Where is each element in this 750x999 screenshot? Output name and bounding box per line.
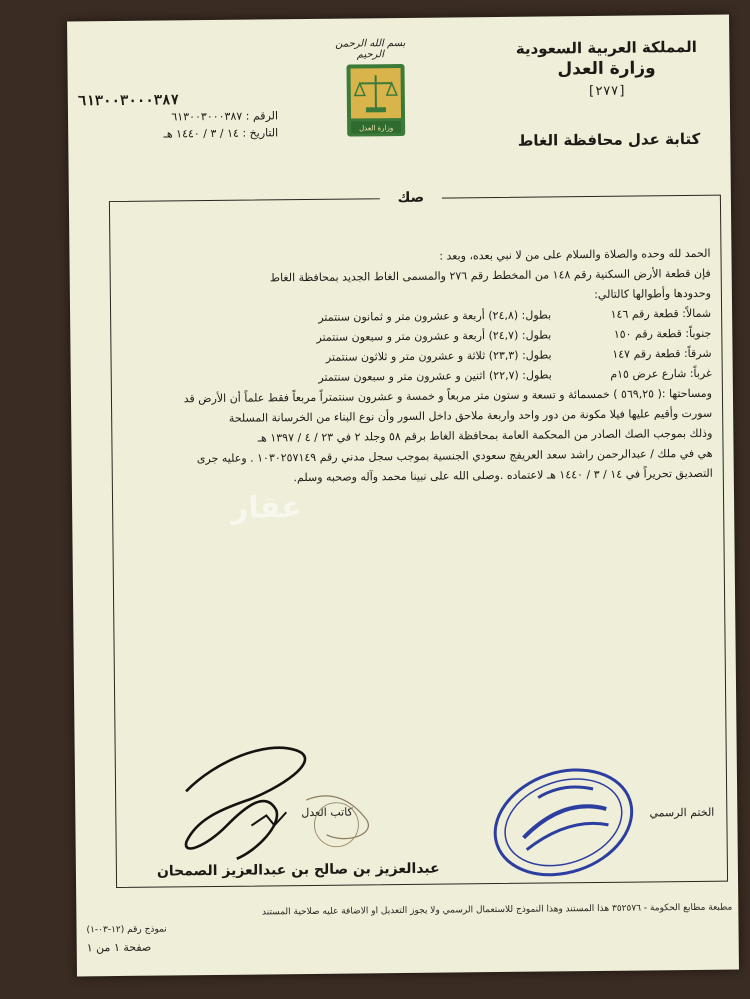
ministry-header <box>511 37 702 100</box>
deed-document <box>67 15 739 977</box>
kingdom-name: المملكة العربية السعودية <box>515 37 697 58</box>
basmala: بسم الله الرحمن الرحيم <box>335 37 406 61</box>
deed-frame <box>109 189 728 888</box>
bound-direction: شرقاً: قطعة رقم ١٤٧ <box>612 346 712 361</box>
page-number: صفحة ١ من ١ <box>86 940 152 955</box>
deed-body <box>120 244 712 490</box>
emblem-caption: وزارة العدل <box>359 124 394 133</box>
ministry-name: وزارة العدل <box>557 58 656 80</box>
bound-length: بطول: (٢٤,٨) أربعة و عشرون متر و ثمانون سنتمتر <box>318 308 552 324</box>
form-number: نموذج رقم (١٢-٠٣-١) <box>86 924 167 936</box>
document-footer <box>82 903 732 920</box>
ministry-emblem-icon <box>345 63 406 138</box>
watermark: عقار <box>230 490 302 526</box>
notary-clerk-name: عبدالعزيز بن صالح بن عبدالعزيز الصمحان <box>156 860 440 880</box>
intro-line: فإن قطعة الأرض السكنية رقم ١٤٨ من المخطط رقم ٢٧٦ والمسمى الغاط الجديد بمحافظة الغاط <box>269 266 711 285</box>
reference-code: [٢٧٧] <box>587 83 627 100</box>
opening-line: الحمد لله وحده والصلاة والسلام على من لا نبي بعده، وبعد : <box>439 246 711 263</box>
closing-line: التصديق تحريراً في ١٤ / ٣ / ١٤٤٠ هـ لاعتماده .وصلى الله على نبينا محمد وآله وصحبه وسلم. <box>293 466 713 485</box>
building-line: سورت وأقيم عليها فيلا مكونة من دور واحد واربعة ملاحق داخل السور وأن نوع البناء من الخرسانة المسلحة <box>228 406 713 425</box>
notary-clerk-label: كاتب العدل <box>301 805 353 820</box>
notary-office: كتابة عدل محافظة الغاط <box>517 129 701 150</box>
owner-line: هي في ملك / عبدالرحمن راشد سعد العريفج سعودي الجنسية بموجب سجل مدني رقم ١٠٣٠٢٥٧١٤٩ . وعليه جرى <box>196 446 713 466</box>
official-stamp-label: الختم الرسمي <box>649 805 715 820</box>
footer-note: مطبعة مطابع الحكومة - ٣٥٢٥٧٦ هذا المستند وهذا النموذج للاستعمال الرسمي ولا يجوز التعديل أو الاضافة عليه صلاحية المستند <box>261 902 733 918</box>
bound-direction: جنوباً: قطعة رقم ١٥٠ <box>613 326 712 341</box>
area-line: ومساحتها :( ٥٦٩,٢٥ ) خمسمائة و تسعة و ستون متر مربعاً و خمسة و عشرون سنتمتراً مربعاً فقط علماً أن الأرض قد <box>183 386 713 406</box>
handwritten-signature-icon <box>155 729 386 871</box>
barcode-number: ٦١٣٠٠٣٠٠٠٣٨٧ <box>77 92 180 110</box>
bounds-intro: وحدودها وأطوالها كالتالي: <box>594 286 711 301</box>
bound-length: بطول: (٢٤,٧) أربعة و عشرون متر و سبعون سنتمتر <box>316 328 552 344</box>
deed-title: صك <box>380 188 442 209</box>
bound-length: بطول: (٢٢,٧) اثنين و عشرون متر و سبعون سنتمتر <box>318 368 552 384</box>
document-number: الرقم : ٦١٣٠٠٣٠٠٠٣٨٧ <box>171 109 279 124</box>
document-meta <box>78 91 279 143</box>
deed-reference-line: وذلك بموجب الصك الصادر من المحكمة العامة بمحافظة الغاط برقم ٥٨ وجلد ٢ في ٢٣ / ٤ / ١٣٩٧ هـ <box>257 426 713 445</box>
official-seal-icon <box>488 767 639 879</box>
document-date: التاريخ : ١٤ / ٣ / ١٤٤٠ هـ <box>163 126 279 141</box>
bound-direction: غرباً: شارع عرض ١٥م <box>610 366 712 381</box>
bound-length: بطول: (٢٣,٣) ثلاثة و عشرون متر و ثلاثون سنتمتر <box>325 348 552 364</box>
bound-direction: شمالاً: قطعة رقم ١٤٦ <box>610 306 712 321</box>
